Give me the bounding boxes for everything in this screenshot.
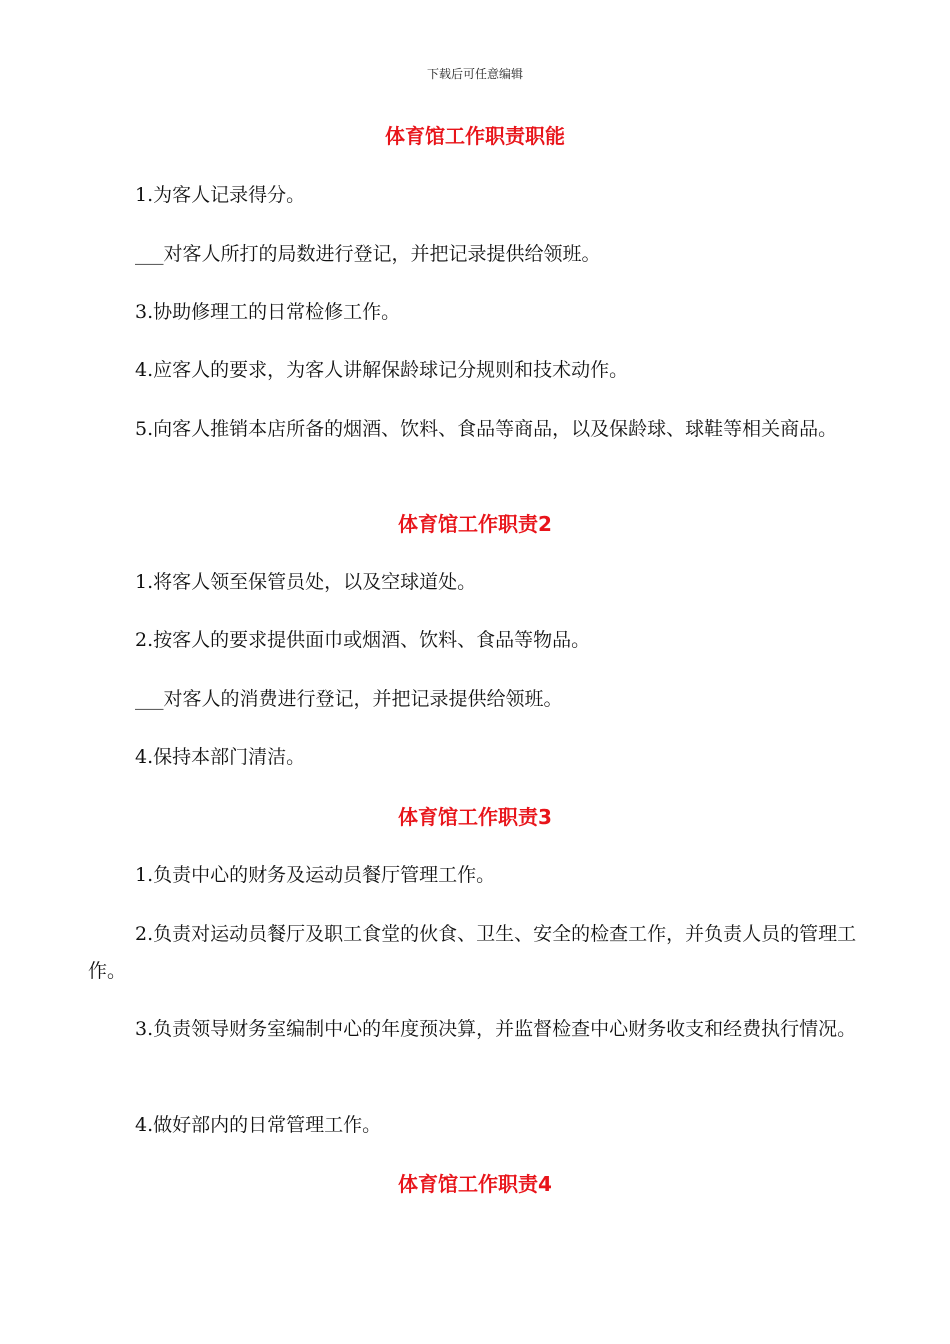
section-heading-2: 体育馆工作职责2 — [398, 512, 552, 536]
paragraph-1-2: ___对客人所打的局数进行登记，并把记录提供给领班。 — [135, 243, 601, 265]
paragraph-3-4: 4.做好部内的日常管理工作。 — [135, 1114, 382, 1136]
paragraph-2-1: 1.将客人领至保管员处，以及空球道处。 — [135, 571, 477, 593]
paragraph-2-4: 4.保持本部门清洁。 — [135, 746, 306, 768]
section-heading-1: 体育馆工作职责职能 — [385, 124, 565, 148]
paragraph-1-3: 3.协助修理工的日常检修工作。 — [135, 301, 401, 323]
section-heading-4: 体育馆工作职责4 — [398, 1172, 552, 1196]
paragraph-3-1: 1.负责中心的财务及运动员餐厅管理工作。 — [135, 864, 496, 886]
paragraph-1-1: 1.为客人记录得分。 — [135, 184, 306, 206]
paragraph-1-4: 4.应客人的要求，为客人讲解保龄球记分规则和技术动作。 — [135, 359, 629, 381]
paragraph-3-2: 2.负责对运动员餐厅及职工食堂的伙食、卫生、安全的检查工作，并负责人员的管理工作。 — [88, 923, 857, 982]
paragraph-1-5: 5.向客人推销本店所备的烟酒、饮料、食品等商品，以及保龄球、球鞋等相关商品。 — [135, 418, 838, 440]
paragraph-3-3: 3.负责领导财务室编制中心的年度预决算，并监督检查中心财务收支和经费执行情况。 — [135, 1018, 857, 1040]
section-heading-3: 体育馆工作职责3 — [398, 805, 552, 829]
paragraph-2-3: ___对客人的消费进行登记，并把记录提供给领班。 — [135, 688, 563, 710]
paragraph-2-2: 2.按客人的要求提供面巾或烟酒、饮料、食品等物品。 — [135, 629, 591, 651]
page-header: 下载后可任意编辑 — [426, 67, 523, 81]
